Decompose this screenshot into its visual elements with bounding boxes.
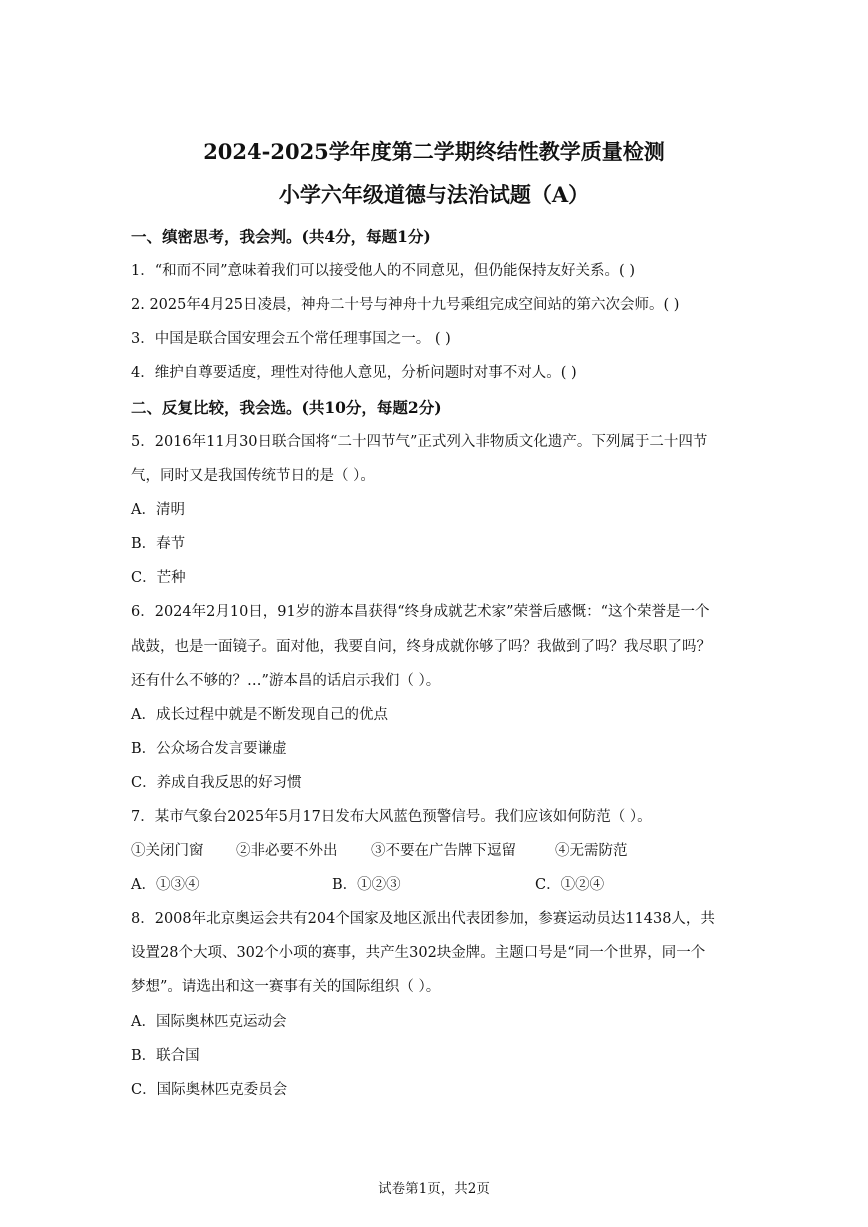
question-6-option-c: C．养成自我反思的好习惯 — [131, 775, 302, 791]
question-5-option-c: C．芒种 — [131, 570, 186, 586]
question-7-item-1: ①关闭门窗 — [131, 843, 204, 859]
question-5-line1: 5．2016年11月30日联合国将“二十四节气”正式列入非物质文化遗产。下列属于二十四节 — [131, 434, 708, 450]
question-4: 4．维护自尊要适度，理性对待他人意见，分析问题时对事不对人。( ) — [131, 365, 577, 381]
question-6-line2: 战鼓，也是一面镜子。面对他，我要自问，终身成就你够了吗？我做到了吗？我尽职了吗？ — [131, 639, 711, 655]
question-2: 2. 2025年4月25日凌晨，神舟二十号与神舟十九号乘组完成空间站的第六次会师。( ) — [131, 297, 680, 313]
question-8-line3: 梦想”。请选出和这一赛事有关的国际组织（ ）。 — [131, 979, 441, 995]
question-7-item-2: ②非必要不外出 — [236, 843, 338, 859]
page-footer: 试卷第1页，共2页 — [378, 1181, 490, 1197]
question-7-item-4: ④无需防范 — [555, 843, 628, 859]
question-6-option-b: B．公众场合发言要谦虚 — [131, 741, 287, 757]
question-5-option-a: A．清明 — [131, 502, 185, 518]
question-7-item-3: ③不要在广告牌下逗留 — [371, 843, 516, 859]
question-6-line1: 6．2024年2月10日，91岁的游本昌获得“终身成就艺术家”荣誉后感慨：“这个荣誉是一个 — [131, 604, 710, 620]
question-7-option-b: B．①②③ — [332, 877, 401, 893]
question-3: 3．中国是联合国安理会五个常任理事国之一。 ( ) — [131, 331, 451, 347]
question-7-option-c: C．①②④ — [535, 877, 605, 893]
question-8-option-a: A．国际奥林匹克运动会 — [131, 1014, 287, 1030]
exam-title-line1: 2024-2025学年度第二学期终结性教学质量检测 — [203, 139, 665, 164]
question-8-line1: 8．2008年北京奥运会共有204个国家及地区派出代表团参加，参赛运动员达11438人，共 — [131, 911, 715, 927]
question-8-option-c: C．国际奥林匹克委员会 — [131, 1082, 288, 1098]
question-5-option-b: B．春节 — [131, 536, 186, 552]
section2-heading: 二、反复比较，我会选。(共10分，每题2分) — [131, 398, 442, 417]
question-6-line3: 还有什么不够的？…”游本昌的话启示我们（ ）。 — [131, 673, 441, 689]
question-7-line1: 7．某市气象台2025年5月17日发布大风蓝色预警信号。我们应该如何防范（ ）。 — [131, 809, 652, 825]
question-1: 1．“和而不同”意味着我们可以接受他人的不同意见，但仍能保持友好关系。( ) — [131, 263, 635, 279]
exam-title-line2: 小学六年级道德与法治试题（A） — [278, 182, 590, 207]
question-8-line2: 设置28个大项、302个小项的赛事，共产生302块金牌。主题口号是“同一个世界，同一个 — [131, 945, 706, 961]
question-7-option-a: A．①③④ — [131, 877, 200, 893]
section1-heading: 一、缜密思考，我会判。(共4分，每题1分) — [131, 227, 431, 246]
question-5-line2: 气，同时又是我国传统节日的是（ ）。 — [131, 468, 375, 484]
question-8-option-b: B．联合国 — [131, 1048, 200, 1064]
question-6-option-a: A．成长过程中就是不断发现自己的优点 — [131, 707, 388, 723]
